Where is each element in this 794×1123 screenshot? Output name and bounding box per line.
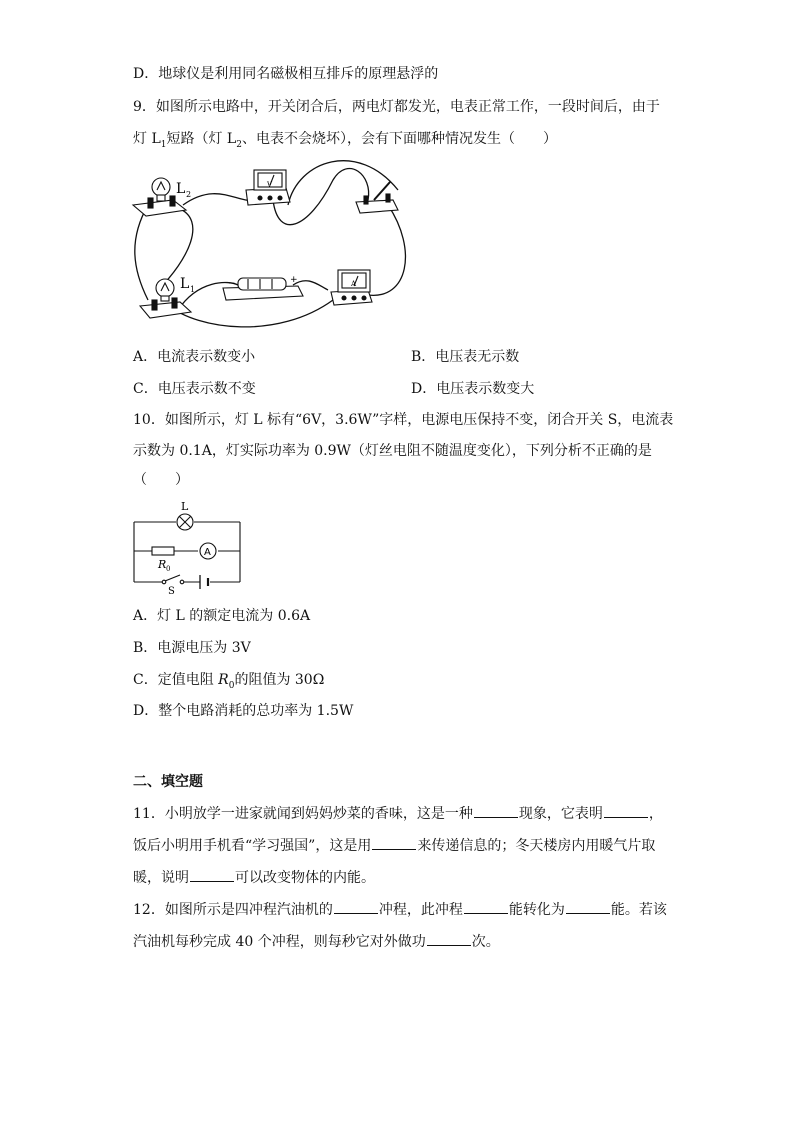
q11-text: 11．小明放学一进家就闻到妈妈炒菜的香味，这是一种 xyxy=(133,806,473,822)
q11-text: ， xyxy=(648,806,663,822)
switch-label: S xyxy=(168,586,175,594)
q10-var: R xyxy=(218,672,229,688)
label-l1: L xyxy=(180,276,190,292)
lamp-l xyxy=(177,514,193,530)
resistor-label: R xyxy=(158,558,167,571)
q9-sub: 1 xyxy=(160,139,167,150)
q9-option-b: B．电压表无示数 xyxy=(411,349,520,365)
q10-option-b: B．电源电压为 3V xyxy=(133,640,251,656)
q12-text: 能转化为 xyxy=(508,902,565,918)
q11-text: 可以改变物体的内能。 xyxy=(235,870,375,886)
q9-sub: 2 xyxy=(236,139,242,150)
wire xyxy=(135,205,148,300)
q10-text: 的阻值为 30Ω xyxy=(234,672,325,688)
switch-s xyxy=(162,575,184,584)
ammeter-label: A xyxy=(351,280,357,288)
q11-line2 xyxy=(133,835,655,856)
q9-option-d: D．电压表示数变大 xyxy=(411,381,535,397)
q11-text: 暖，说明 xyxy=(133,870,189,886)
section-title: 二、填空题 xyxy=(133,774,203,790)
q11-text: 饭后小明用手机看“学习强国”，这是用 xyxy=(133,838,372,854)
q12-line2 xyxy=(133,931,500,952)
q10-stem-line3: （ ） xyxy=(133,472,189,488)
q9-text: 短路（灯 L xyxy=(166,131,237,147)
q12-text: 冲程，此冲程 xyxy=(378,902,463,918)
q11-line1 xyxy=(133,803,663,824)
q11-text: 现象，它表明 xyxy=(518,806,603,822)
q11-text: 来传递信息的；冬天楼房内用暖气片取 xyxy=(417,838,656,854)
q10-circuit-figure xyxy=(128,498,246,594)
q9-text: 灯 L xyxy=(133,131,161,147)
battery-minus: − xyxy=(228,279,236,289)
q9-stem-line2 xyxy=(133,129,557,155)
q10-option-a: A．灯 L 的额定电流为 0.6A xyxy=(133,608,311,624)
q10-sub: 0 xyxy=(228,680,235,691)
answer-blank[interactable] xyxy=(334,899,378,914)
resistor-sub: 0 xyxy=(166,565,171,573)
answer-blank[interactable] xyxy=(372,835,416,850)
lamp-label: L xyxy=(181,500,189,513)
label-l1-sub: 1 xyxy=(190,285,196,294)
q10-option-c xyxy=(133,670,324,696)
q12-text: 汽油机每秒完成 40 个冲程，则每秒它对外做功 xyxy=(133,934,426,950)
q12-line1 xyxy=(133,899,667,920)
label-l2-sub: 2 xyxy=(186,190,192,199)
q10-option-d: D．整个电路消耗的总功率为 1.5W xyxy=(133,703,354,719)
ammeter-label: A xyxy=(204,547,211,558)
voltmeter-label: V xyxy=(267,181,273,189)
answer-blank[interactable] xyxy=(604,803,648,818)
q12-text: 12．如图所示是四冲程汽油机的 xyxy=(133,902,333,918)
battery-plus: + xyxy=(290,275,298,285)
q12-text: 次。 xyxy=(471,934,500,950)
answer-blank[interactable] xyxy=(474,803,518,818)
wire xyxy=(368,205,405,295)
q9-option-a: A．电流表示数变小 xyxy=(133,349,256,365)
q10-stem-line1: 10．如图所示，灯 L 标有“6V，3.6W”字样，电源电压保持不变，闭合开关 S，电流表 xyxy=(133,412,674,428)
wire xyxy=(288,161,398,205)
answer-blank[interactable] xyxy=(464,899,508,914)
answer-blank[interactable] xyxy=(566,899,610,914)
answer-blank[interactable] xyxy=(190,867,234,882)
q11-line3 xyxy=(133,867,375,888)
q10-text: C．定值电阻 xyxy=(133,672,219,688)
q8-option-d: D．地球仪是利用同名磁极相互排斥的原理悬浮的 xyxy=(133,66,439,82)
q9-stem-line1: 9．如图所示电路中，开关闭合后，两电灯都发光，电表正常工作，一段时间后，由于 xyxy=(133,99,660,115)
q12-text: 能。若该 xyxy=(610,902,667,918)
wire xyxy=(168,300,333,327)
q9-circuit-figure xyxy=(128,160,412,336)
q9-option-c: C．电压表示数不变 xyxy=(133,381,256,397)
switch xyxy=(356,182,398,213)
answer-blank[interactable] xyxy=(427,931,471,946)
resistor-r0 xyxy=(152,547,174,555)
battery xyxy=(200,575,208,589)
q10-stem-line2: 示数为 0.1A，灯实际功率为 0.9W（灯丝电阻不随温度变化），下列分析不正确的是 xyxy=(133,443,652,459)
q9-text: 、电表不会烧坏），会有下面哪种情况发生（ ） xyxy=(241,131,557,147)
label-l2: L xyxy=(176,181,186,197)
